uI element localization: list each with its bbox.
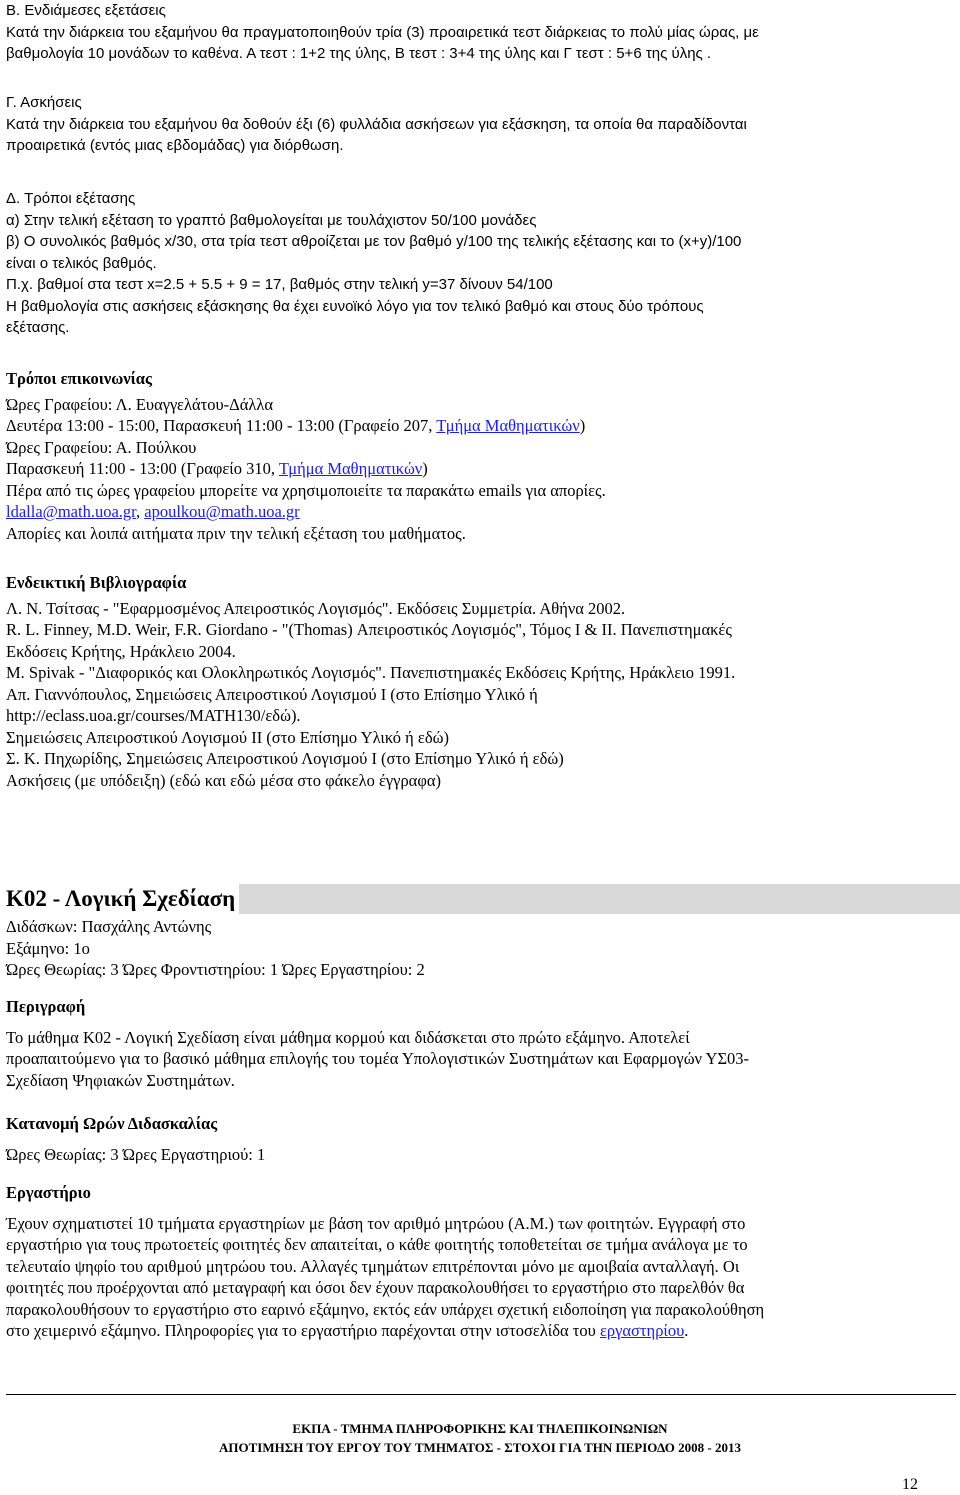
paragraph-line: Πέρα από τις ώρες γραφείου μπορείτε να χρησιμοποιείτε τα παρακάτω emails για απορίες.: [6, 480, 606, 500]
biblio-line: http://eclass.uoa.gr/courses/MATH130/εδώ).: [6, 706, 301, 725]
biblio-line: Σημειώσεις Απειροστικού Λογισμού ΙΙ (στο Επίσημο Υλικό ή εδώ): [6, 727, 449, 747]
paragraph-line: φοιτητές που προέρχονται από μεταγραφή και όσοι δεν έχουν παρακολουθήσει το εργαστήριο στο παρελθόν θα: [6, 1278, 745, 1297]
section-hours-distribution: [6, 1113, 956, 1165]
section-heading: Εργαστήριο: [6, 1183, 91, 1202]
biblio-line: Απ. Γιαννόπουλος, Σημειώσεις Απειροστικού Λογισμού Ι (στο Επίσημο Υλικό ή: [6, 684, 538, 704]
paragraph-line: εργαστήριο για τους πρωτοετείς φοιτητές δεν απαιτείται, ο κάθε φοιτητής τοποθετείται σε τμήμα ανάλογα με το: [6, 1235, 748, 1254]
email-line: [6, 501, 956, 523]
biblio-line: R. L. Finney, M.D. Weir, F.R. Giordano - "(Thomas) Απειροστικός Λογισμός", Τόμος Ι & ΙΙ. Πανεπιστημακές: [6, 620, 732, 639]
text: ): [422, 459, 428, 478]
office-hours-line: Ώρες Γραφείου: Α. Πούλκου: [6, 437, 197, 457]
biblio-line: Ασκήσεις (με υπόδειξη) (εδώ και εδώ μέσα στο φάκελο έγγραφα): [6, 770, 441, 790]
section-heading: Β. Ενδιάμεσες εξετάσεις: [6, 2, 166, 19]
office-hours-schedule: [6, 415, 956, 437]
paragraph-line: Η βαθμολογία στις ασκήσεις εξάσκησης θα έχει ευνοϊκό λόγο για τον τελικό βαθμό και στους δύο τρόπους: [6, 297, 704, 315]
section-description: [6, 996, 956, 1091]
biblio-line: Σ. Κ. Πηχωρίδης, Σημειώσεις Απειροστικού Λογισμού Ι (στο Επίσημο Υλικό ή εδώ): [6, 749, 564, 768]
section-heading: Κατανομή Ωρών Διδασκαλίας: [6, 1114, 218, 1133]
instructor: Διδάσκων: Πασχάλης Αντώνης: [6, 917, 212, 936]
paragraph-line: τελευταίο ψηφίο του αριθμού μητρώου του. Αλλαγές τμημάτων επιτρέπονται μόνο με αμοιβαία ανταλλαγή. Οι: [6, 1256, 740, 1276]
section-heading: Δ. Τρόποι εξέτασης: [6, 190, 136, 207]
paragraph-line: Απορίες και λοιπά αιτήματα πριν την τελική εξέταση του μαθήματος.: [6, 523, 466, 543]
paragraph-line: προαπαιτούμενο για το βασικό μάθημα επιλογής του τομέα Υπολογιστικών Συστημάτων και Εφαρμογών ΥΣ03-: [6, 1049, 750, 1068]
office-hours-schedule: [6, 458, 956, 480]
section-heading: Περιγραφή: [6, 997, 86, 1016]
section-lab: [6, 1182, 956, 1342]
footer-institution: ΕΚΠΑ - ΤΜΗΜΑ ΠΛΗΡΟΦΟΡΙΚΗΣ ΚΑΙ ΤΗΛΕΠΙΚΟΙΝΩΝΙΩΝ: [292, 1421, 668, 1436]
paragraph-line: Σχεδίαση Ψηφιακών Συστημάτων.: [6, 1070, 235, 1090]
text: .: [684, 1321, 689, 1340]
paragraph-line: παρακολουθήσουν το εργαστήριο στο εαρινό εξάμηνο, εκτός εάν υπάρχει σχετική ειδοποίηση για παρακολούθηση: [6, 1299, 765, 1319]
biblio-line: M. Spivak - "Διαφορικός και Ολοκληρωτικός Λογισμός". Πανεπιστημακές Εκδόσεις Κρήτης, Ηράκλειο 1991.: [6, 663, 736, 682]
paragraph-line: [6, 1320, 956, 1342]
paragraph-line: Π.χ. βαθμοί στα τεστ x=2.5 + 5.5 + 9 = 17, βαθμός στην τελική y=37 δίνουν 54/100: [6, 276, 553, 293]
section-heading: Τρόποι επικοινωνίας: [6, 369, 152, 388]
section-contact: [6, 368, 956, 544]
paragraph-line: Κατά την διάρκεια του εξαμήνου θα πραγματοποιηθούν τρία (3) προαιρετικά τεστ διάρκειας το πολύ μίας ώρας, με: [6, 23, 759, 41]
paragraph-line: Κατά την διάρκεια του εξαμήνου θα δοθούν έξι (6) φυλλάδια ασκήσεων για εξάσκηση, τα οποία θα παραδίδονται: [6, 115, 747, 133]
math-dept-link[interactable]: Τμήμα Μαθηματικών: [436, 416, 580, 435]
paragraph-line: είναι ο τελικός βαθμός.: [6, 254, 157, 272]
section-exam-methods: [6, 188, 956, 339]
biblio-line: Εκδόσεις Κρήτης, Ηράκλειο 2004.: [6, 641, 236, 661]
lab-website-link[interactable]: εργαστηρίου: [599, 1321, 685, 1340]
text: ,: [136, 502, 145, 521]
section-bibliography: [6, 572, 956, 791]
email-link-apoulkou[interactable]: apoulkou@math.uoa.gr: [144, 502, 300, 521]
course-title-bar: [6, 884, 960, 914]
footer-subtitle: ΑΠΟΤΙΜΗΣΗ ΤΟΥ ΕΡΓΟΥ ΤΟΥ ΤΜΗΜΑΤΟΣ - ΣΤΟΧΟΙ ΓΙΑ ΤΗΝ ΠΕΡΙΟΔΟ 2008 - 2013: [219, 1440, 741, 1455]
biblio-line: Λ. Ν. Τσίτσας - "Εφαρμοσμένος Απειροστικός Λογισμός". Εκδόσεις Συμμετρία. Αθήνα 2002.: [6, 598, 626, 618]
math-dept-link[interactable]: Τμήμα Μαθηματικών: [278, 459, 423, 478]
semester: Εξάμηνο: 1ο: [6, 938, 90, 958]
footer-divider: [6, 1394, 956, 1395]
email-link-ldalla[interactable]: ldalla@math.uoa.gr: [6, 502, 136, 521]
paragraph-line: α) Στην τελική εξέταση το γραπτό βαθμολογείται με τουλάχιστον 50/100 μονάδες: [6, 211, 537, 229]
page-number: 12: [902, 1476, 918, 1493]
text: Παρασκευή 11:00 - 13:00 (Γραφείο 310,: [6, 459, 279, 478]
section-heading: Ενδεικτική Βιβλιογραφία: [6, 573, 187, 592]
course-info: [6, 916, 956, 981]
section-heading: Γ. Ασκήσεις: [6, 94, 82, 111]
course-hours: Ώρες Θεωρίας: 3 Ώρες Φροντιστηρίου: 1 Ώρες Εργαστηρίου: 2: [6, 960, 425, 979]
section-exercises: [6, 92, 956, 157]
text: Δευτέρα 13:00 - 15:00, Παρασκευή 11:00 - 13:00 (Γραφείο 207,: [6, 416, 437, 435]
text: στο χειμερινό εξάμηνο. Πληροφορίες για το εργαστήριο παρέχονται στην ιστοσελίδα του: [6, 1321, 600, 1340]
paragraph-line: εξέτασης.: [6, 319, 70, 336]
office-hours-line: Ώρες Γραφείου: Λ. Ευαγγελάτου-Δάλλα: [6, 394, 274, 414]
paragraph-line: Το μάθημα Κ02 - Λογική Σχεδίαση είναι μάθημα κορμού και διδάσκεται στο πρώτο εξάμηνο. Αποτελεί: [6, 1027, 690, 1047]
course-title: Κ02 - Λογική Σχεδίαση: [6, 884, 239, 914]
paragraph-line: Έχουν σχηματιστεί 10 τμήματα εργαστηρίων με βάση τον αριθμό μητρώου (Α.Μ.) των φοιτητών. Εγγραφή στο: [6, 1213, 746, 1233]
text: ): [579, 416, 586, 435]
paragraph-line: βαθμολογία 10 μονάδων το καθένα. Α τεστ : 1+2 της ύλης, Β τεστ : 3+4 της ύλης και Γ τεστ : 5+6 της ύλης .: [6, 45, 712, 62]
paragraph-line: β) Ο συνολικός βαθμός x/30, στα τρία τεστ αθροίζεται με τον βαθμό y/100 της τελικής εξέτασης και το (x+y)/100: [6, 233, 742, 250]
paragraph-line: Ώρες Θεωρίας: 3 Ώρες Εργαστηριού: 1: [6, 1144, 266, 1164]
section-intermediate-exams: [6, 0, 956, 65]
paragraph-line: προαιρετικά (εντός μιας εβδομάδας) για διόρθωση.: [6, 137, 344, 154]
